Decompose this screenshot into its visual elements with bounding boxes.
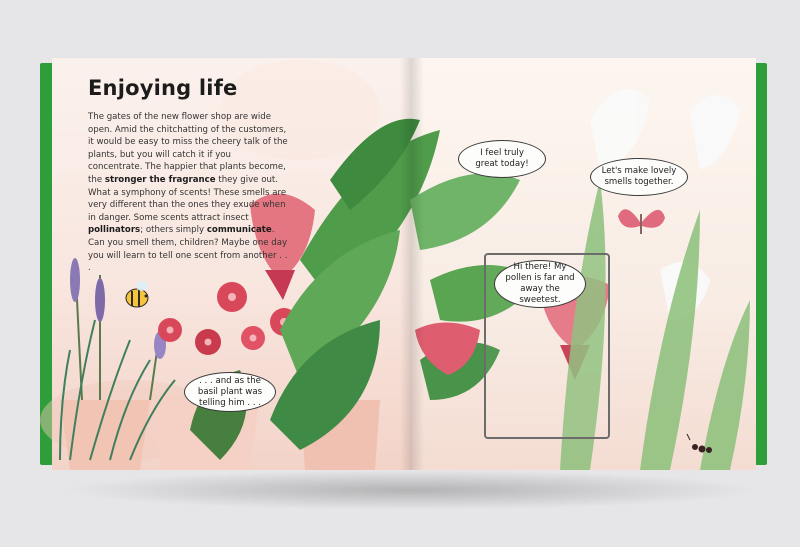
page-title: Enjoying life bbox=[88, 76, 238, 100]
lavender-plant bbox=[70, 258, 166, 400]
story-text-part-2: they give out. What a symphony of scents! These smells are very different than the ones they exude when in danger. Some scents attract insect bbox=[88, 174, 287, 223]
speech-bubble-great bbox=[458, 140, 546, 178]
bee-character bbox=[126, 281, 148, 307]
speech-bubble-smells-text: Let's make lovely smells together. bbox=[601, 166, 677, 187]
speech-bubble-smells bbox=[590, 158, 688, 196]
story-bold-communicate: communicate bbox=[206, 225, 272, 236]
butterfly bbox=[618, 209, 665, 234]
speech-bubble-pollen-text: Hi there! My pollen is far and away the sweetest. bbox=[505, 262, 575, 305]
speech-bubble-great-text: I feel truly great today! bbox=[475, 148, 529, 169]
story-bold-pollinators: pollinators bbox=[88, 225, 141, 236]
speech-bubble-basil-text: . . . and as the basil plant was telling him . . . bbox=[197, 375, 263, 408]
speech-bubble-basil bbox=[184, 372, 276, 412]
story-bold-fragrance: stronger the fragrance bbox=[104, 174, 216, 185]
story-text-part-4: . Can you smell them, children? Maybe one day you will learn to tell one scent from another . . . bbox=[88, 225, 288, 274]
speech-bubble-pollen bbox=[494, 260, 586, 308]
white-lilies bbox=[590, 89, 740, 320]
story-text-part-1: The gates of the new flower shop are wide open. Amid the chitchatting of the customers, it would be easy to miss the cheery talk of the plants, but you will catch it if you concentrate. The happier that plants become, the bbox=[88, 112, 288, 185]
story-text-part-3: ; others simply bbox=[140, 225, 207, 236]
book-gutter bbox=[400, 58, 424, 470]
story-text bbox=[88, 111, 288, 275]
geranium-flowers bbox=[158, 282, 298, 355]
